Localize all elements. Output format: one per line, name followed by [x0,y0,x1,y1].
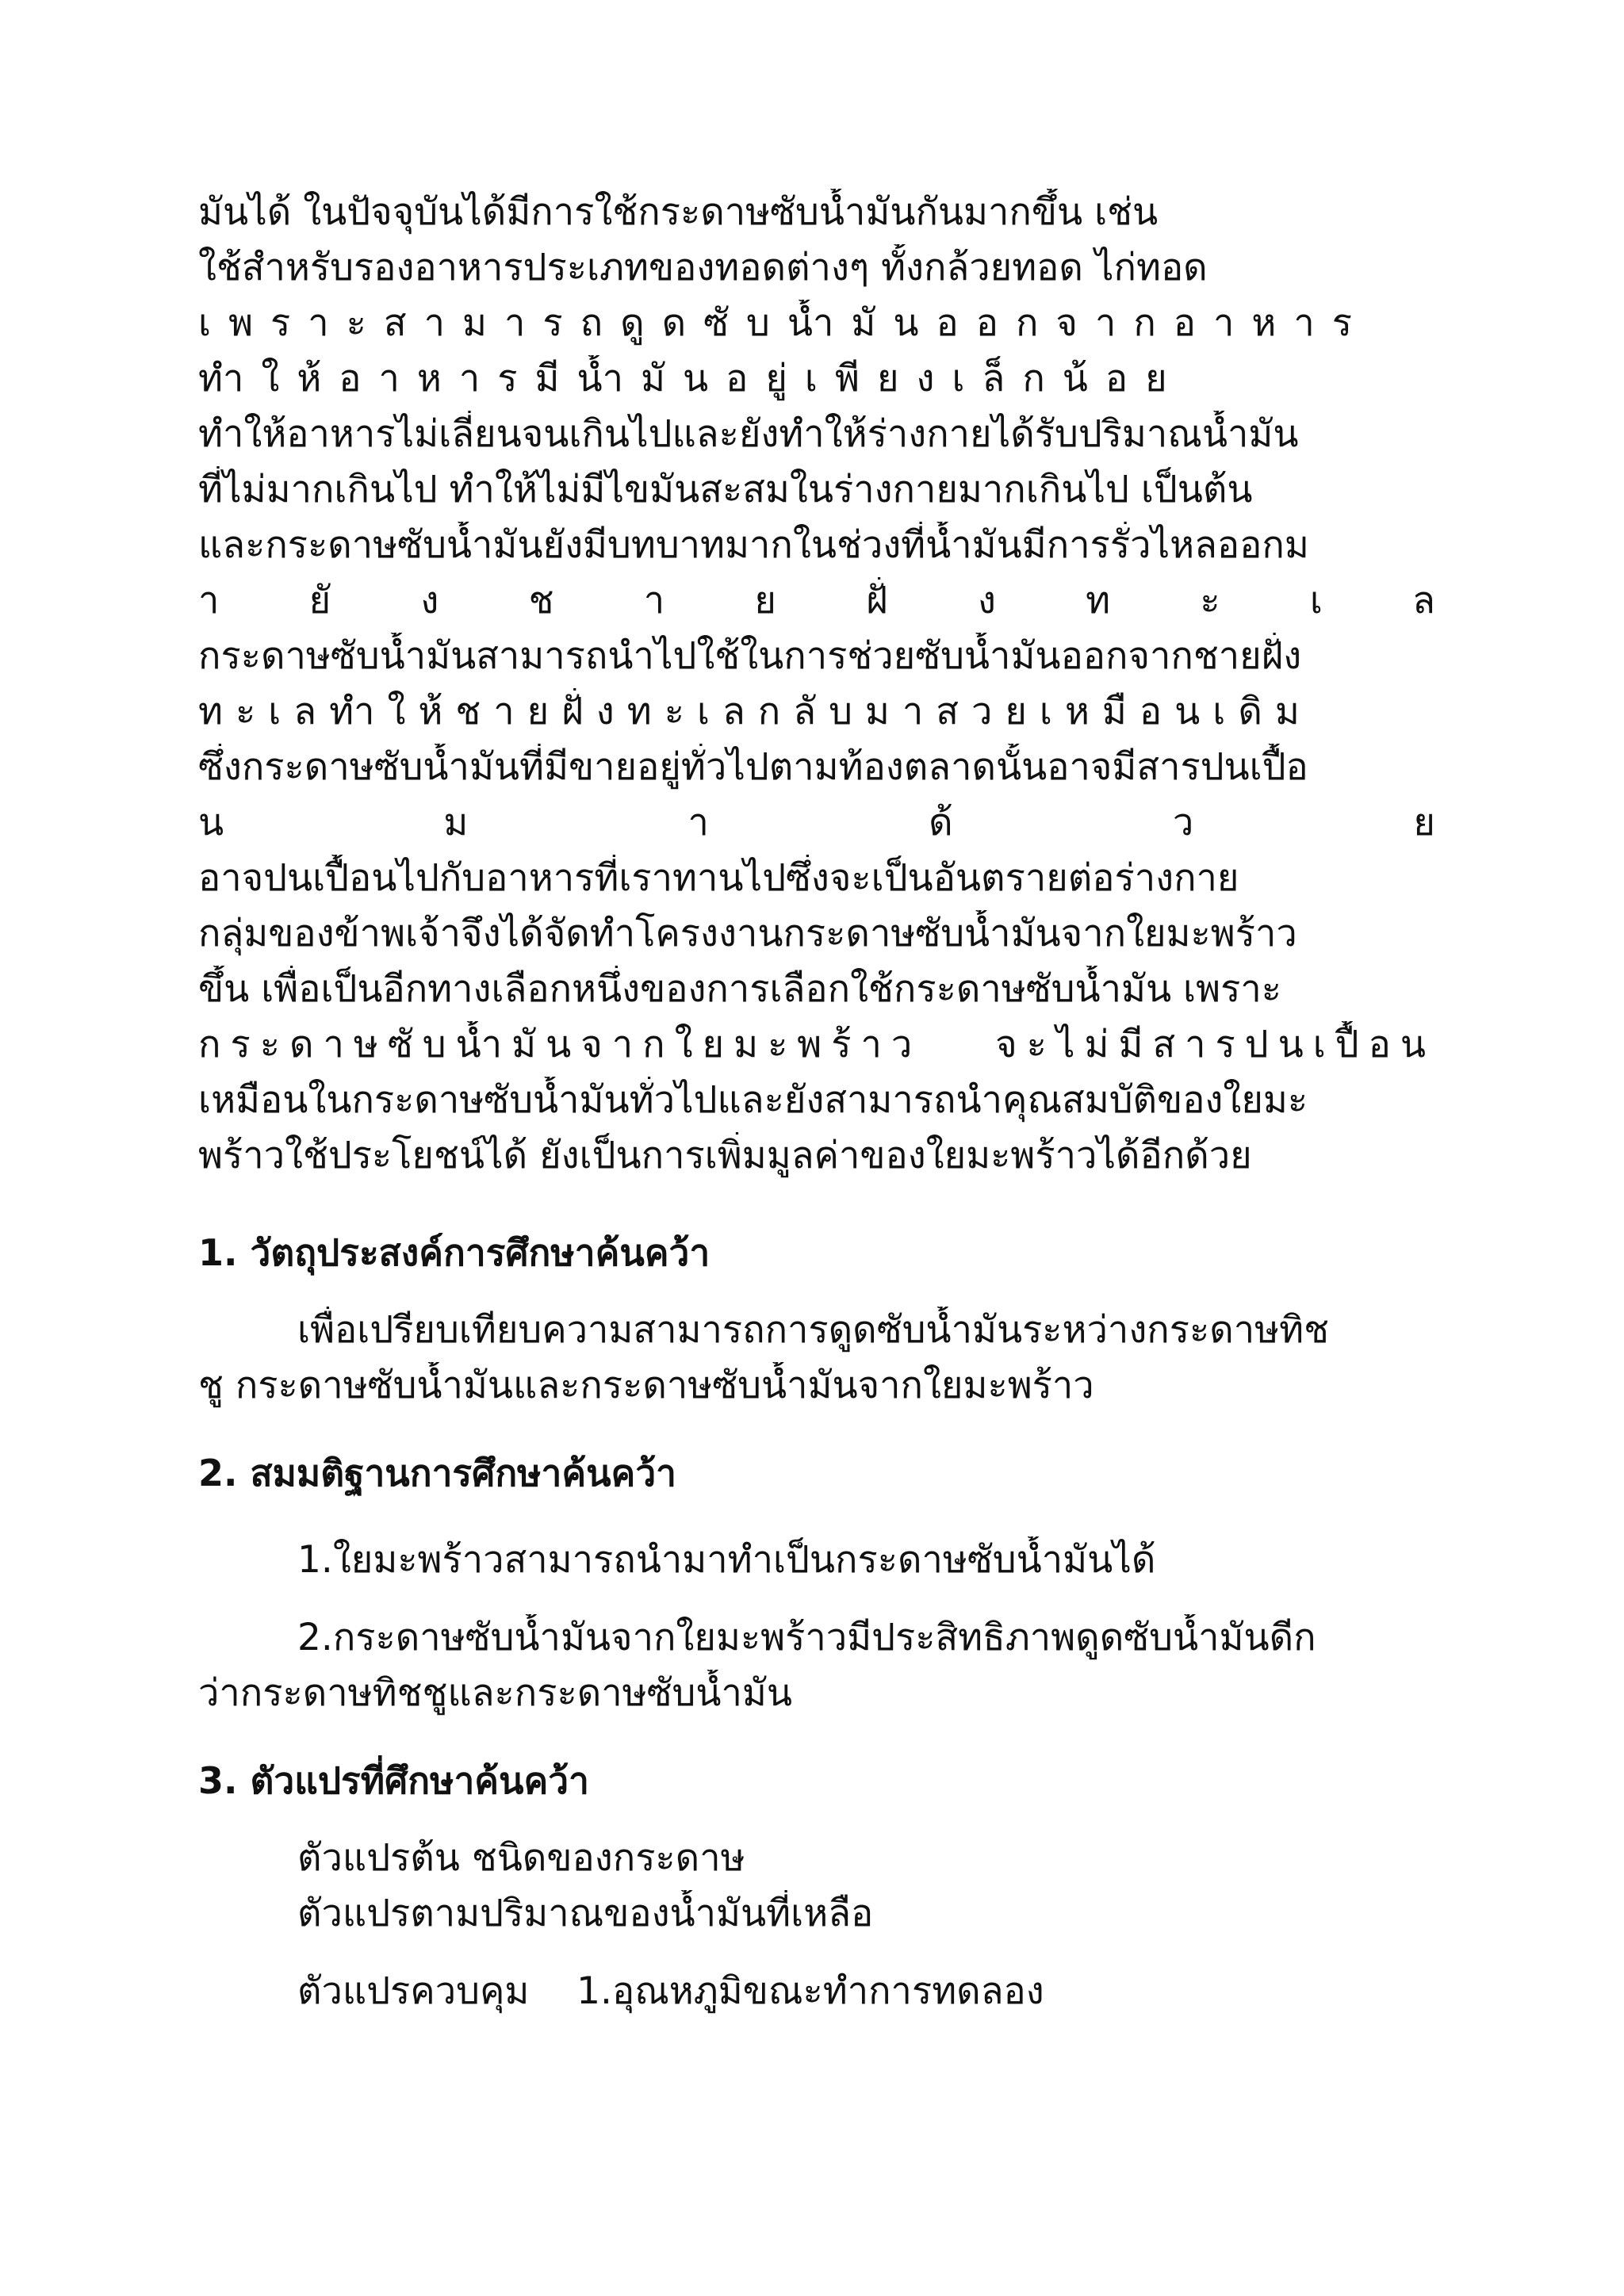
text-line: และกระดาษซับน้ำมันยังมีบทบาทมากในช่วงที่น้ำมันมีการรั่วไหลออกม [198,523,1309,567]
glyph: ม [443,801,469,844]
list-item: 2.กระดาษซับน้ำมันจากใยมะพร้าวมีประสิทธิภาพดูดซับน้ำมันดีก [297,1616,1316,1659]
glyph: ช [528,579,554,622]
text-line: ที่ไม่มากเกินไป ทำให้ไม่มีไขมันสะสมในร่างกายมากเกินไป เป็นต้น [198,468,1253,511]
glyph: ะ [1200,579,1220,622]
glyph: ล [1412,579,1435,622]
glyph: ย [754,579,776,622]
section-heading: 3. ตัวแปรที่ศึกษาค้นคว้า [198,1759,589,1802]
glyph: า [688,801,709,844]
text-line: ทะเลทำให้ชายฝั่งทะเลกลับมาสวยเหมือนเดิม [198,690,1312,733]
text-line-spread [198,799,1435,855]
variable-independent: ตัวแปรต้น ชนิดของกระดาษ [297,1836,745,1880]
text-line: ทำให้อาหารไม่เลี่ยนจนเกินไปและยังทำให้ร่างกายได้รับปริมาณน้ำมัน [198,412,1299,456]
glyph: ท [1086,579,1111,622]
section-objective [198,1229,1435,1418]
glyph: ย [1413,801,1435,844]
section-heading: 2. สมมติฐานการศึกษาค้นคว้า [198,1452,676,1494]
text-line-spread [198,577,1435,633]
glyph: ฝั่ [866,579,888,622]
section-hypothesis [198,1449,1435,1725]
intro-paragraph [198,189,1435,1188]
text-line: ขึ้น เพื่อเป็นอีกทางเลือกหนึ่งของการเลือกใช้กระดาษซับน้ำมัน เพราะ [198,967,1281,1011]
glyph: า [198,579,220,622]
glyph: น [198,801,224,844]
text-line: ใช้สำหรับรองอาหารประเภทของทอดต่างๆ ทั้งกล้วยทอด ไก่ทอด [198,246,1208,289]
glyph: ง [977,579,996,622]
text-line: ชู กระดาษซับน้ำมันและกระดาษซับน้ำมันจากใยมะพร้าว [198,1364,1094,1407]
glyph: ยั [308,579,331,622]
glyph: ง [420,579,439,622]
section-variables [198,1757,1435,2023]
document-page [198,189,1435,2023]
text-line: กลุ่มของข้าพเจ้าจึงได้จัดทำโครงงานกระดาษซับน้ำมันจากใยมะพร้าว [198,912,1297,955]
text-line: กระดาษซับน้ำมันจากใยมะพร้าว จะไม่มีสารปนเปื้อน [198,1023,1435,1066]
text-line: เพื่อเปรียบเทียบความสามารถการดูดซับน้ำมันระหว่างกระดาษทิช [297,1308,1329,1352]
glyph: เ [1309,579,1323,622]
variable-dependent: ตัวแปรตามปริมาณของน้ำมันที่เหลือ [297,1892,874,1935]
text-line: ทำให้อาหารมีน้ำมันอยู่เพียงเล็กน้อย [198,357,1185,400]
text-line: มันได้ ในปัจจุบันได้มีการใช้กระดาษซับน้ำมันกันมากขึ้น เช่น [198,190,1159,234]
text-line: พร้าวใช้ประโยชน์ได้ ยังเป็นการเพิ่มมูลค่าของใยมะพร้าวได้อีกด้วย [198,1134,1252,1177]
text-line: ว่ากระดาษทิชชูและกระดาษซับน้ำมัน [198,1671,792,1715]
text-line: ซึ่งกระดาษซับน้ำมันที่มีขายอยู่ทั่วไปตามท้องตลาดนั้นอาจมีสารปนเปื้อ [198,745,1308,789]
glyph: ว [1172,801,1194,844]
glyph: ด้ [929,801,953,844]
text-line: กระดาษซับน้ำมันสามารถนำไปใช้ในการช่วยซับน้ำมันออกจากชายฝั่ง [198,634,1302,678]
section-heading: 1. วัตถุประสงค์การศึกษาค้นคว้า [198,1231,710,1274]
glyph: า [643,579,665,622]
variable-control: ตัวแปรควบคุม 1.อุณหภูมิขณะทำการทดลอง [297,1969,1044,2013]
list-item: 1.ใยมะพร้าวสามารถนำมาทำเป็นกระดาษซับน้ำมันได้ [297,1538,1156,1582]
text-line: อาจปนเปื้อนไปกับอาหารที่เราทานไปซึ่งจะเป็นอันตรายต่อร่างกาย [198,856,1239,900]
text-line: เพราะสามารถดูดซับน้ำมันออกจากอาหาร [198,301,1370,345]
text-line: เหมือนในกระดาษซับน้ำมันทั่วไปและยังสามารถนำคุณสมบัติของใยมะ [198,1078,1308,1122]
